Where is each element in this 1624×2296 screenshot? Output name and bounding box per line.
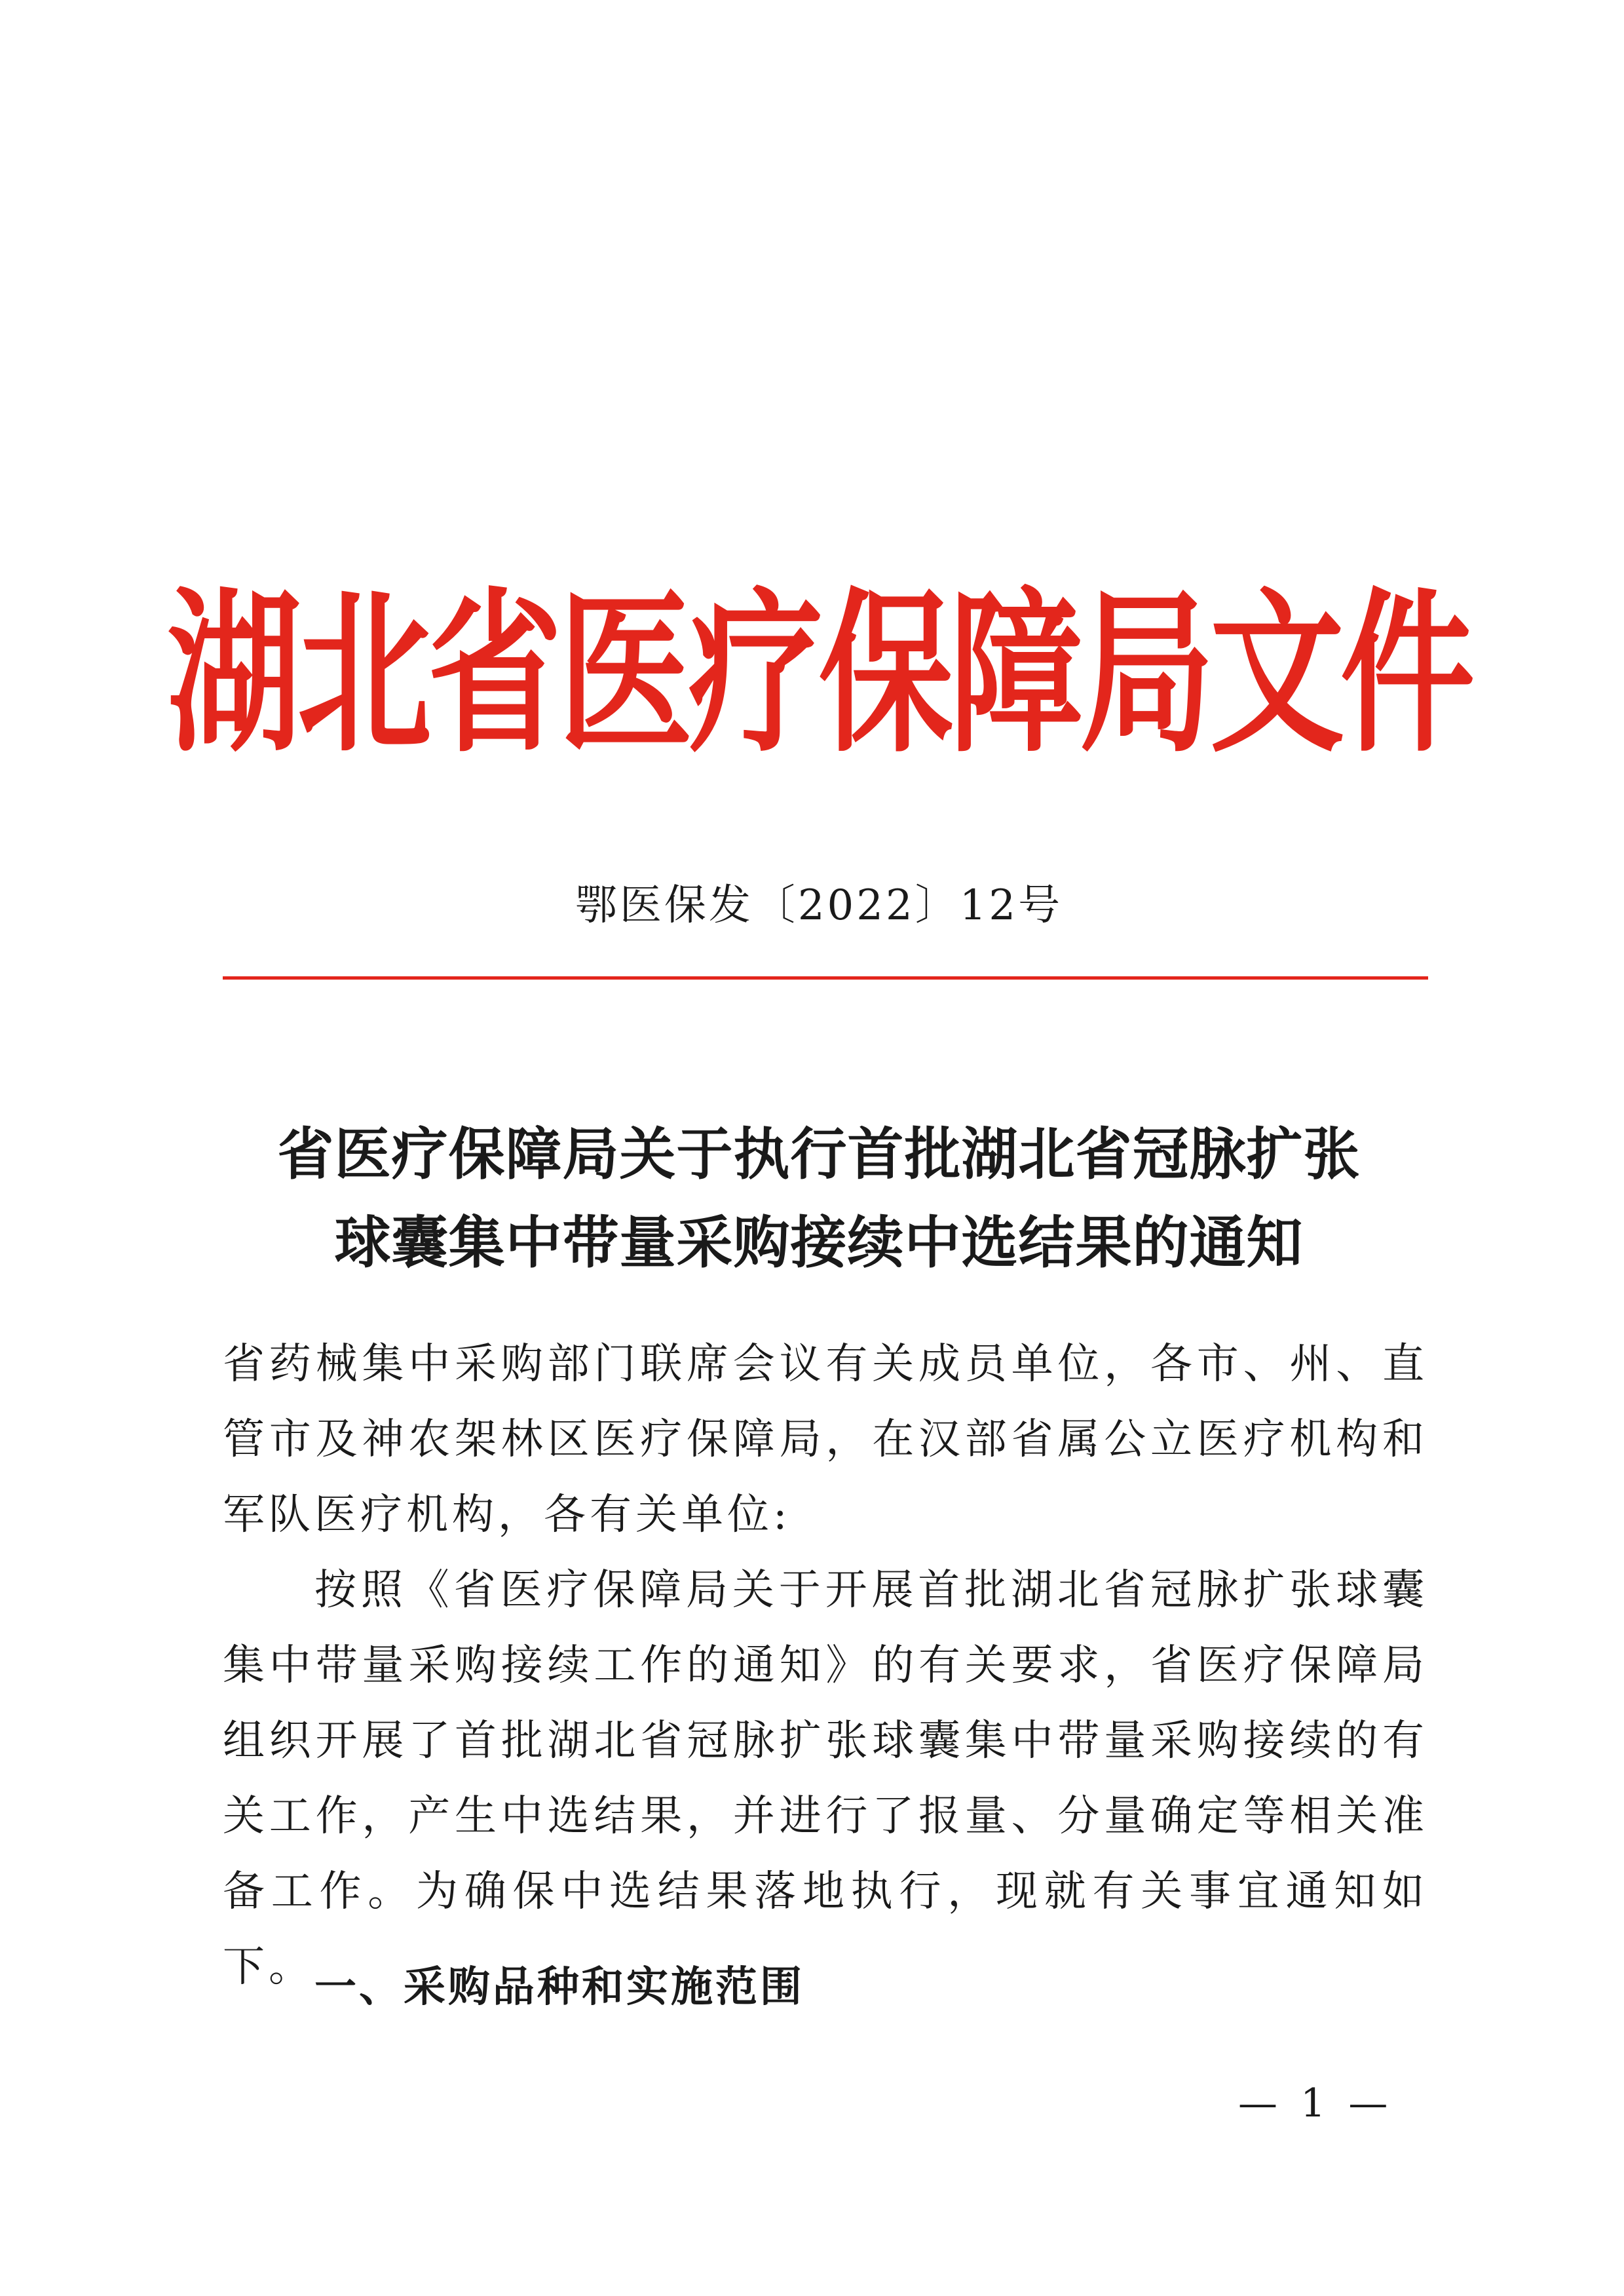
red-divider-line: [223, 976, 1428, 980]
body-text: [223, 1327, 1428, 2005]
page-number: — 1 —: [1238, 2080, 1393, 2126]
notice-title-line-2: 球囊集中带量采购接续中选结果的通知: [334, 1210, 1304, 1276]
notice-title-line-1: 省医疗保障局关于执行首批湖北省冠脉扩张: [277, 1122, 1361, 1187]
document-number: 鄂医保发〔2022〕12号: [575, 881, 1063, 930]
intro-paragraph: 按照《省医疗保障局关于开展首批湖北省冠脉扩张球囊集中带量采购接续工作的通知》的有关要求，省医疗保障局组织开展了首批湖北省冠脉扩张球囊集中带量采购接续的有关工作，产生中选结果，并进行了报量、分量确定等相关准备工作。为确保中选结果落地执行，现就有关事宜通知如下。: [223, 1566, 1428, 1991]
masthead-title: 湖北省医疗保障局文件: [167, 573, 1471, 776]
addressee-paragraph: 省药械集中采购部门联席会议有关成员单位，各市、州、直管市及神农架林区医疗保障局，在汉部省属公立医疗机构和军队医疗机构，各有关单位:: [223, 1340, 1428, 1539]
notice-title: [223, 1111, 1415, 1288]
section-heading-1: 一、采购品种和实施范围: [314, 1963, 804, 2012]
